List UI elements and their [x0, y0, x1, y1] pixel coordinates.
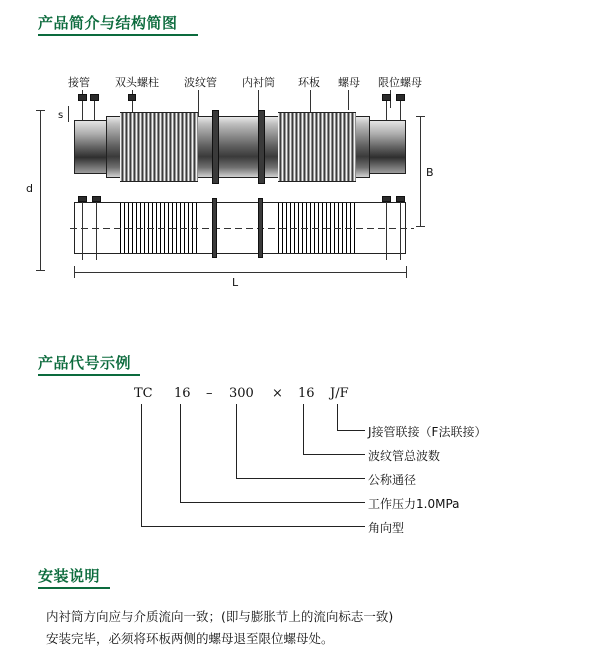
tie-rod-lower-right-b [400, 202, 401, 260]
dimension-label-s: s [58, 110, 64, 121]
structure-diagram [26, 70, 480, 290]
code-desc-diameter: 公称通径 [368, 473, 417, 487]
code-leader-h-pressure [180, 502, 365, 503]
code-leader-v-connection [337, 404, 338, 430]
callout-label-xianweiluomu: 限位螺母 [378, 76, 422, 89]
code-desc-wave-count: 波纹管总波数 [368, 449, 441, 463]
code-token-times: × [272, 386, 283, 401]
code-token-type: TC [134, 386, 153, 401]
code-leader-v-type [141, 404, 142, 526]
ring-plate-section-b [258, 198, 263, 258]
product-code-diagram [60, 378, 520, 538]
section-underline-product-intro [38, 34, 198, 36]
bellows-left [120, 112, 198, 182]
section-underline-install [38, 587, 110, 589]
dimension-tick-l-right [406, 266, 407, 278]
ring-plate-center-a [212, 110, 219, 184]
code-token-wave-count: 16 [298, 386, 315, 401]
section-title-install: 安装说明 [38, 567, 101, 585]
code-leader-h-wave-count [303, 454, 365, 455]
tie-rod-lower-left-a [82, 202, 83, 260]
install-note-1: 内衬筒方向应与介质流向一致；(即与膨胀节上的流向标志一致) [46, 609, 394, 624]
pipe-end-right [368, 120, 406, 174]
callout-label-jieguan: 接管 [68, 76, 90, 89]
dimension-tick-b-top [416, 116, 425, 117]
callout-label-bowenguan: 波纹管 [184, 76, 217, 89]
bolt-head-left-c [128, 94, 136, 101]
callout-label-shuangtouluozhu: 双头螺柱 [115, 76, 159, 89]
code-desc-connection: J接管联接（F法联接） [368, 425, 487, 439]
dimension-label-l: L [232, 276, 239, 289]
bolt-head-left-a [78, 94, 87, 101]
pipe-end-left [74, 120, 108, 174]
dimension-tick-d-bottom [36, 270, 45, 271]
code-leader-v-pressure [180, 404, 181, 502]
code-leader-h-type [141, 526, 365, 527]
bellows-right [278, 112, 356, 182]
dimension-label-b: B [426, 166, 434, 179]
dimension-line-b [420, 116, 421, 226]
dimension-tick-d-top [36, 110, 45, 111]
bolt-head-right-a [382, 94, 391, 101]
ring-plate-section-a [212, 198, 217, 258]
callout-label-huanban: 环板 [298, 76, 320, 89]
code-leader-h-connection [337, 430, 365, 431]
section-title-product-intro: 产品简介与结构简图 [38, 14, 178, 32]
callout-label-luomu: 螺母 [338, 76, 360, 89]
ring-plate-center-b [258, 110, 265, 184]
code-token-dash: – [206, 386, 213, 401]
bolt-head-right-b [396, 94, 405, 101]
code-desc-pressure: 工作压力1.0MPa [368, 497, 460, 511]
dimension-tick-b-bottom [416, 226, 425, 227]
dimension-line-s [68, 106, 69, 122]
code-desc-type: 角向型 [368, 521, 405, 535]
code-token-diameter: 300 [229, 386, 254, 401]
install-note-2: 安装完毕，必须将环板两侧的螺母退至限位螺母处。 [46, 631, 334, 646]
code-leader-v-diameter [236, 404, 237, 478]
dimension-tick-l-left [74, 266, 75, 278]
leader-line-6 [348, 90, 349, 110]
section-title-product-code: 产品代号示例 [38, 354, 132, 372]
dimension-line-l [74, 272, 406, 273]
bolt-head-left-b [90, 94, 99, 101]
section-underline-product-code [38, 374, 140, 376]
code-leader-h-diameter [236, 478, 365, 479]
code-leader-v-wave-count [303, 404, 304, 454]
tie-rod-lower-left-b [96, 202, 97, 260]
code-token-pressure: 16 [174, 386, 191, 401]
callout-label-neichentong: 内衬筒 [242, 76, 275, 89]
center-line [70, 228, 414, 229]
tie-rod-lower-right-a [386, 202, 387, 260]
dimension-label-d: d [26, 182, 33, 195]
code-token-connection: J/F [330, 386, 349, 401]
dimension-line-d [40, 110, 41, 270]
